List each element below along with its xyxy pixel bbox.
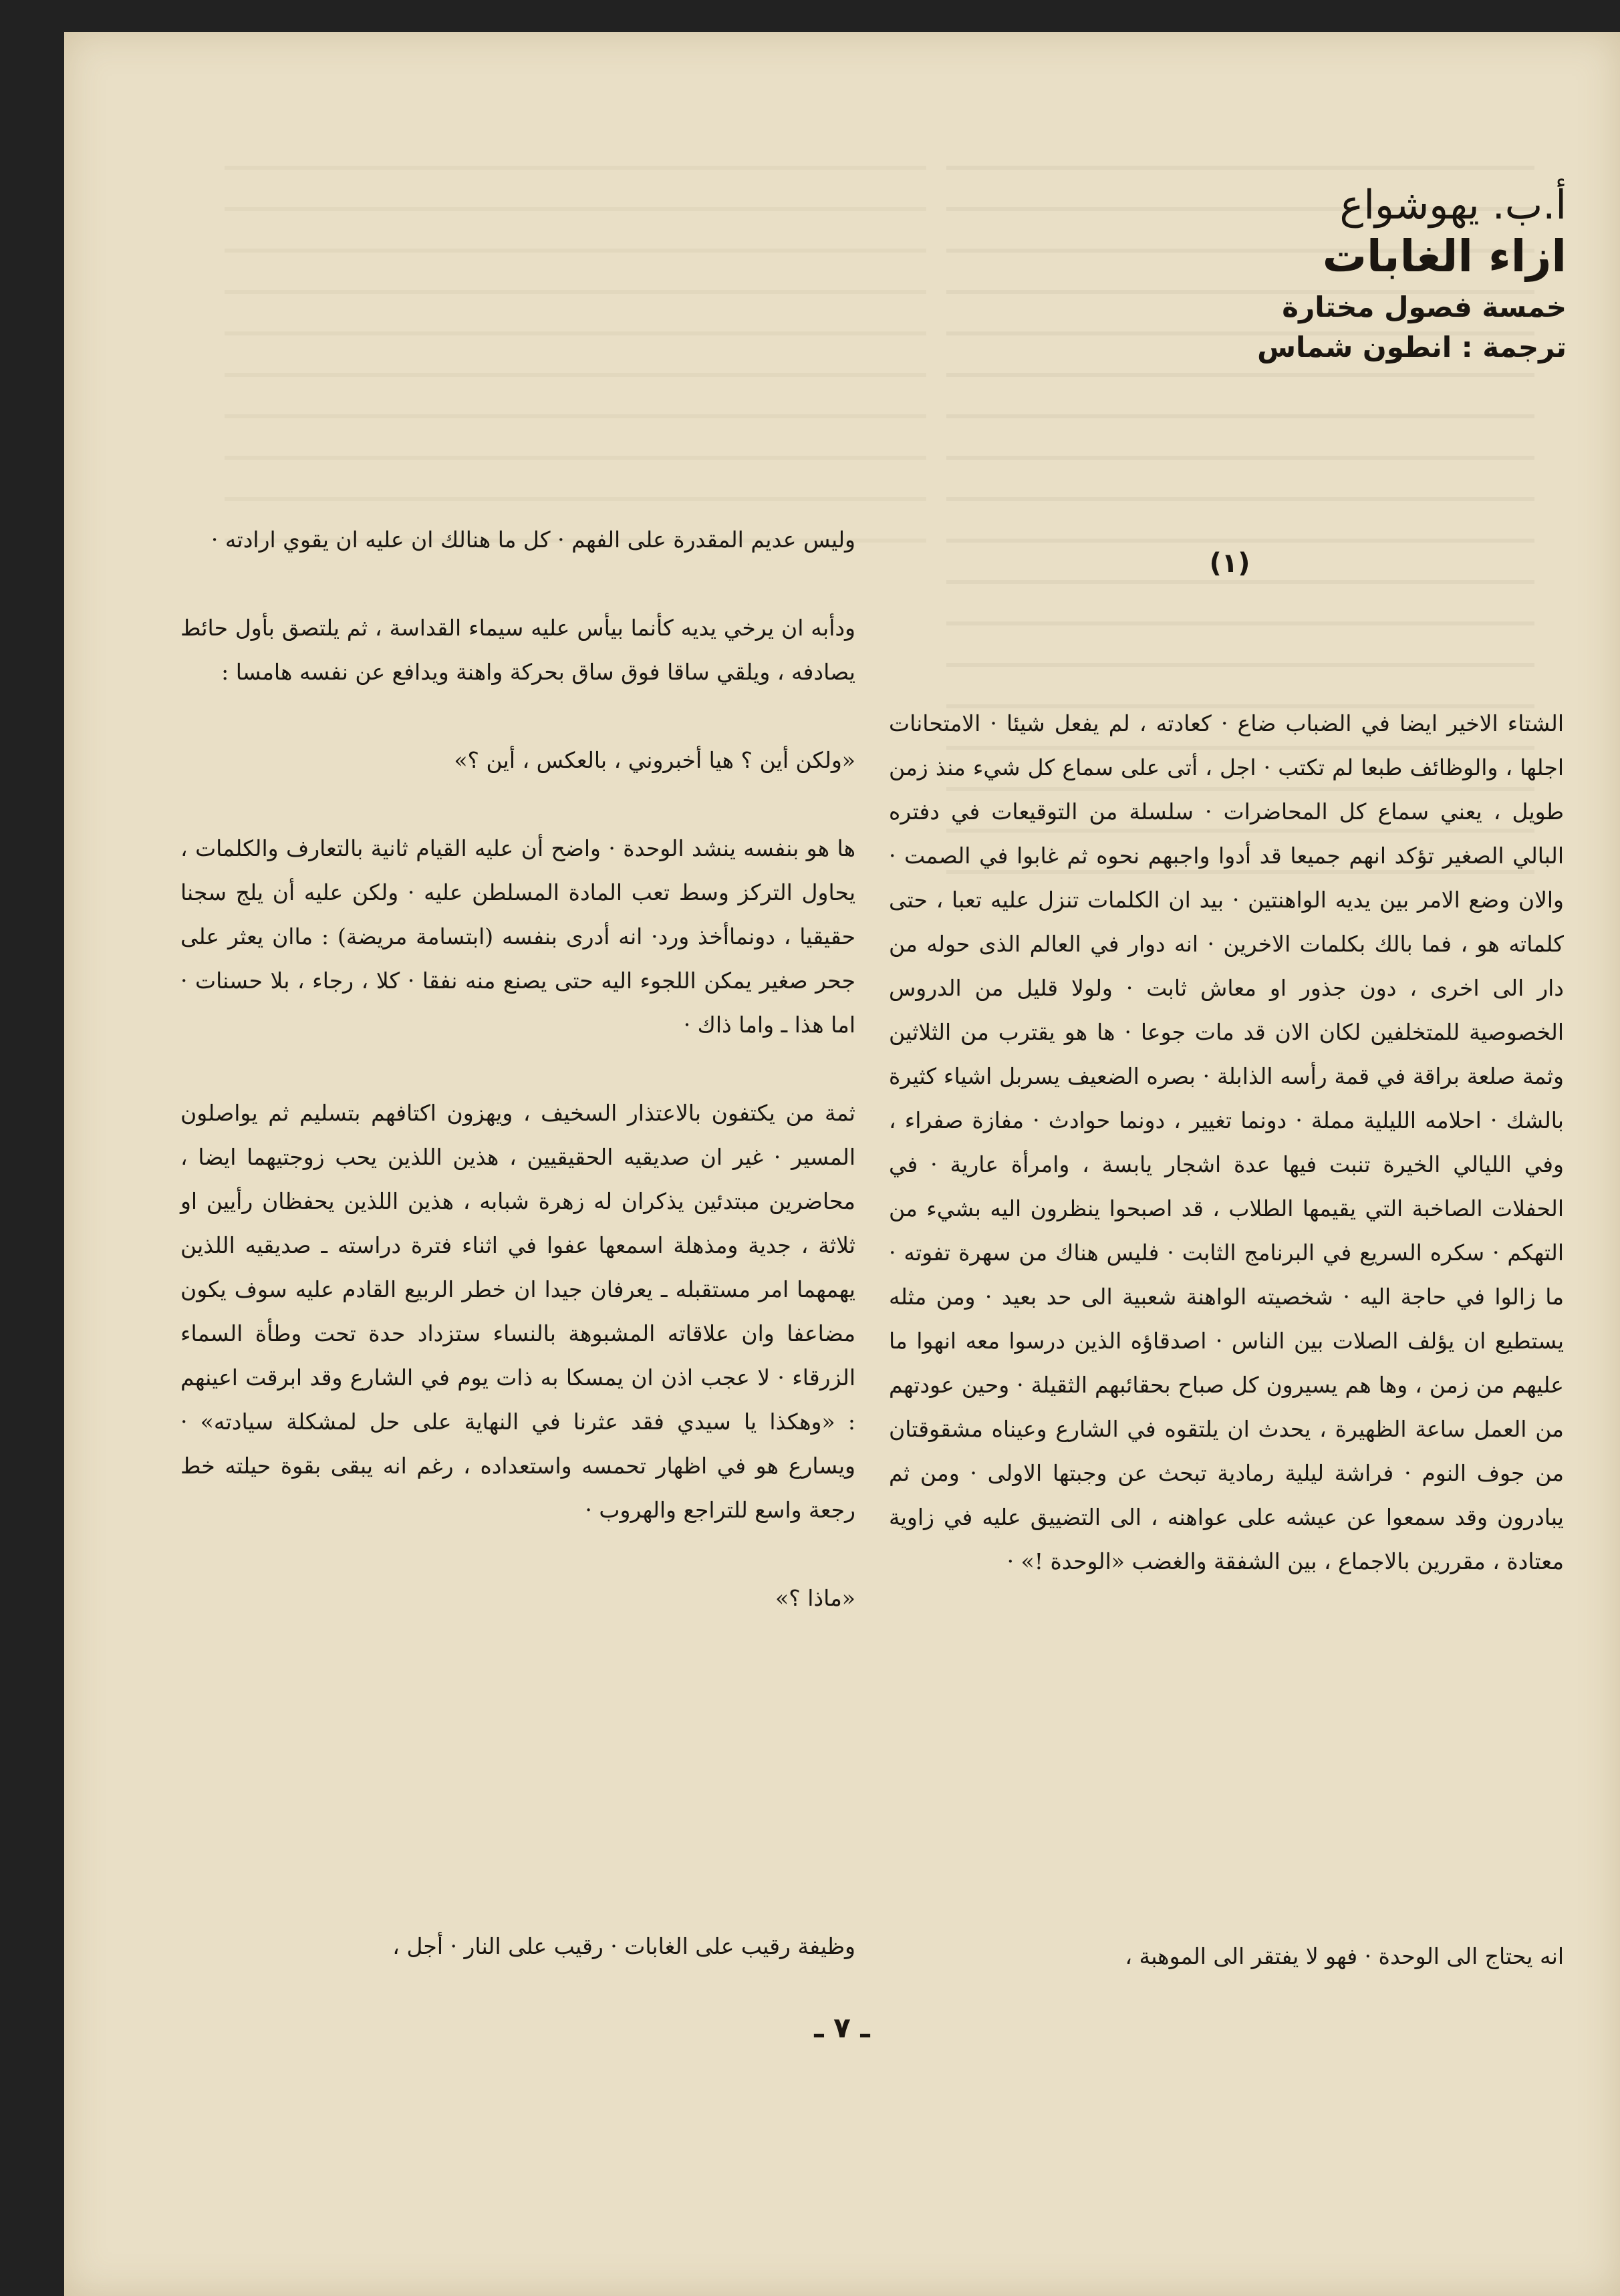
bleed-through-texture: [225, 166, 926, 567]
quote: «ولكن أين ؟ هيا أخبروني ، بالعكس ، أين ؟»: [454, 747, 855, 773]
article-subtitle: خمسة فصول مختارة: [1282, 291, 1567, 323]
right-column: [889, 702, 1564, 1584]
translator-credit: ترجمة : انطون شماس: [1257, 331, 1567, 364]
left-column: [180, 518, 855, 1620]
right-column-last-line: انه يحتاج الى الوحدة · فهو لا يفتقر الى الموهبة ،: [1125, 1943, 1564, 1969]
section-number: (١): [1209, 548, 1250, 579]
article-header: [965, 180, 1567, 368]
paragraph: الشتاء الاخير ايضا في الضباب ضاع · كعادته ، لم يفعل شيئا · الامتحانات اجلها ، والوظائف طبعا لم تكتب · اجل ، أتى على سماع كل شيء منذ زمن طويل ، يعني سماع كل المحاضرات · سلسلة من التوقيعات في دفتره البالي الصغير تؤكد انهم جميعا قد أدوا واجبهم نحوه ثم غابوا في الصمت · والان وضع الامر بين يديه الواهنتين · بيد ان الكلمات تنزل عليه تعبا ، حتى كلماته هو ، فما بالك بكلمات الاخرين · انه دوار في العالم الذى حوله من دار الى اخرى ، دون جذور او معاش ثابت · ولولا قليل من الدروس الخصوصية للمتخلفين لكان الان قد مات جوعا · ها هو يقترب من الثلاثين وثمة صلعة براقة في قمة رأسه الذابلة · بصره الضعيف يسربل اشياء كثيرة بالشك · احلامه الليلية مملة · دونما تغيير ، دونما حوادث · مفازة صفراء ، وفي الليالي الخيرة تنبت فيها عدة اشجار يابسة ، وامرأة عارية · في الحفلات الصاخبة التي يقيمها الطلاب ، قد اصبحوا ينظرون اليه بشيء من التهكم · سكره السريع في البرنامج الثابت · فليس هناك من سهرة تفوته · ما زالوا في حاجة اليه · شخصيته الواهنة شعبية الى حد بعيد · ومن مثله يستطيع ان يؤلف الصلات بين الناس · اصدقاؤه الذين درسوا معه انهوا ما عليهم من زمن ، وها هم يسيرون كل صباح بحقائبهم الثقيلة · وحين عودتهم من العمل ساعة الظهيرة ، يحدث ان يلتقوه في الشارع وعيناه مشقوقتان من جوف النوم · فراشة ليلية رمادية تبحث عن وجبتها الاولى · ومن ثم يبادرون وقد سمعوا عن عيشه على عواهنه ، الى التضييق عليه في زاوية معتادة ، مقررين بالاجماع ، بين الشفقة والغضب «الوحدة !» ·: [889, 710, 1564, 1574]
quote: «ماذا ؟»: [775, 1585, 855, 1611]
left-column-last-line: وظيفة رقيب على الغابات · رقيب على النار · أجل ،: [392, 1933, 855, 1959]
page-number: ـ ٧ ـ: [814, 2011, 870, 2044]
author-name: أ.ب. يهوشواع: [1339, 182, 1567, 229]
paragraph: ها هو بنفسه ينشد الوحدة · واضح أن عليه القيام ثانية بالتعارف والكلمات ، يحاول التركز وسط تعب المادة المسلطن عليه · ولكن عليه أن يلج سجنا حقيقيا ، دونماأخذ ورد· انه أدرى بنفسه (ابتسامة مريضة) : ماان يعثر على جحر صغير يمكن اللجوء اليه حتى يصنع منه نفقا · كلا ، رجاء ، بلا حسنات · اما هذا ـ واما ذاك ·: [180, 835, 855, 1038]
paragraph: ثمة من يكتفون بالاعتذار السخيف ، ويهزون اكتافهم بتسليم ثم يواصلون المسير · غير ان صديقيه الحقيقيين ، هذين اللذين يحب زوجتيهما ايضا ، محاضرين مبتدئين يذكران له زهرة شبابه ، هذين اللذين يحفظان رأيين او ثلاثة ، جدية ومذهلة اسمعها عفوا في اثناء فترة دراسته ـ صديقيه اللذين يهمهما امر مستقبله ـ يعرفان جيدا ان خطر الربيع القادم عليه سوف يكون مضاعفا وان علاقاته المشبوهة بالنساء ستزداد حدة تحت وطأة السماء الزرقاء · لا عجب اذن ان يمسكا به ذات يوم في الشارع وقد ابرقت اعينهم : «وهكذا يا سيدي فقد عثرنا في النهاية على حل لمشكلة سيادته» · ويسارع هو في اظهار تحمسه واستعداده ، رغم انه يبقى بقوة حيلته خط رجعة واسع للتراجع والهروب ·: [180, 1100, 855, 1523]
paragraph: وليس عديم المقدرة على الفهم · كل ما هنالك ان عليه ان يقوي ارادته ·: [211, 527, 855, 553]
paragraph: ودأبه ان يرخي يديه كأنما بيأس عليه سيماء القداسة ، ثم يلتصق بأول حائط يصادفه ، ويلقي ساقا فوق ساق بحركة واهنة ويدافع عن نفسه هامسا :: [180, 615, 855, 685]
article-title: ازاء الغابات: [1322, 231, 1567, 282]
